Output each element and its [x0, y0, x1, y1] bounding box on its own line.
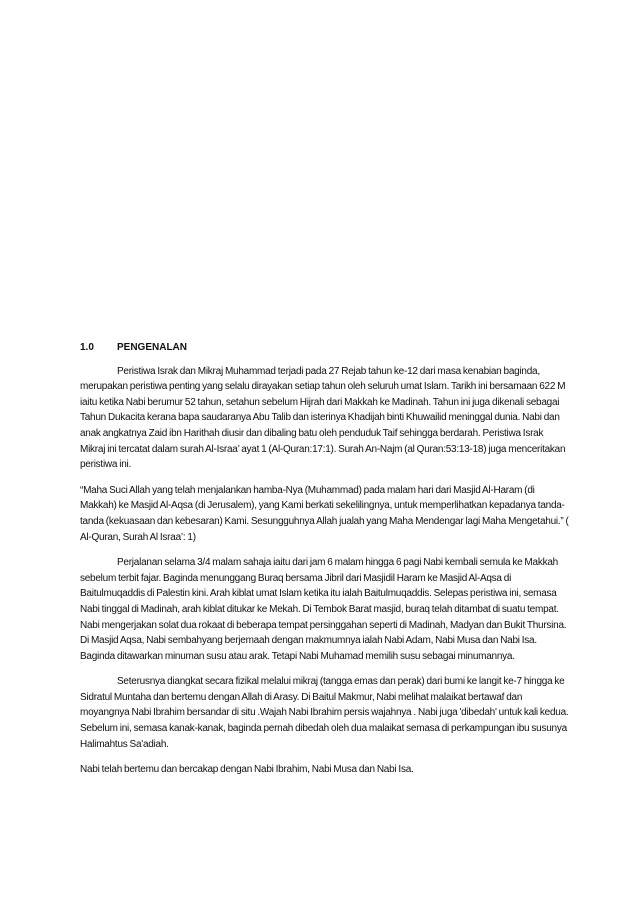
section-title: PENGENALAN [117, 342, 188, 353]
paragraph-meeting: Nabi telah bertemu dan bercakap dengan Nabi Ibrahim, Nabi Musa dan Nabi Isa. [80, 764, 414, 776]
document-body [80, 340, 570, 788]
paragraph-journey: Perjalanan selama 3/4 malam sahaja iaitu dari jam 6 malam hingga 6 pagi Nabi kembali semula ke Makkah sebelum terbit fajar. Baginda menunggang Buraq bersama Jibril dari Masjidil Haram ke Masjid Al-Aqsa di Baitulmuqaddis di Palestin kini. Arah kiblat umat Islam ketika itu ialah Baitulmuqaddis. Selepas peristiwa ini, semasa Nabi tinggal di Madinah, arah kiblat ditukar ke Mekah. Di Tembok Barat masjid, buraq telah ditambat di suatu tempat. Nabi mengerjakan solat dua rokaat di beberapa tempat persinggahan seperti di Madinah, Madyan dan Bukit Thursina. Di Masjid Aqsa, Nabi sembahyang berjemaah dengan makmumnya ialah Nabi Adam, Nabi Musa dan Nabi Isa. Baginda ditawarkan minuman susu atau arak. Tetapi Nabi Muhamad memilih susu sebagai minumannya. [80, 557, 567, 662]
paragraph-quote: “Maha Suci Allah yang telah menjalankan hamba-Nya (Muhammad) pada malam hari dari Masjid Al-Haram (di Makkah) ke Masjid Al-Aqsa (di Jerusalem), yang Kami berkati sekelilingnya, untuk memperlihatkan kepadanya tanda-tanda (kekuasaan dan kebesaran) Kami. Sesungguhnya Allah jualah yang Maha Mendengar lagi Maha Mengetahui.” ( Al-Quran, Surah Al Israa’: 1) [80, 484, 569, 543]
paragraph-intro: Peristiwa Israk dan Mikraj Muhammad terjadi pada 27 Rejab tahun ke-12 dari masa kenabian baginda, merupakan peristiwa penting yang selalu dirayakan setiap tahun oleh seluruh umat Islam. Tarikh ini bersamaan 622 M iaitu ketika Nabi berumur 52 tahun, setahun sebelum Hijrah dari Makkah ke Madinah. Tahun ini juga dikenali sebagai Tahun Dukacita kerana bapa saudaranya Abu Talib dan isterinya Khadijah binti Khuwailid meninggal dunia. Nabi dan anak angkatnya Zaid ibn Harithah diusir dan dibaling batu oleh penduduk Taif sehingga berdarah. Peristiwa Israk Mikraj ini tercatat dalam surah Al-Israa’ ayat 1 (Al-Quran:17:1). Surah An-Najm (al Quran:53:13-18) juga menceritakan peristiwa ini. [80, 365, 566, 471]
section-number: 1.0 [80, 342, 94, 353]
paragraph-ascension: Seterusnya diangkat secara fizikal melalui mikraj (tangga emas dan perak) dari bumi ke langit ke-7 hingga ke Sidratul Muntaha dan bertemu dengan Allah di Arasy. Di Baitul Makmur, Nabi melihat malaikat bertawaf dan moyangnya Nabi Ibrahim bersandar di situ .Wajah Nabi Ibrahim persis wajahnya . Nabi juga 'dibedah' untuk kali kedua. Sebelum ini, semasa kanak-kanak, baginda pernah dibedah oleh dua malaikat semasa di perkampungan ibu susunya Halimahtus Sa'adiah. [80, 676, 569, 750]
section-heading [80, 340, 570, 356]
